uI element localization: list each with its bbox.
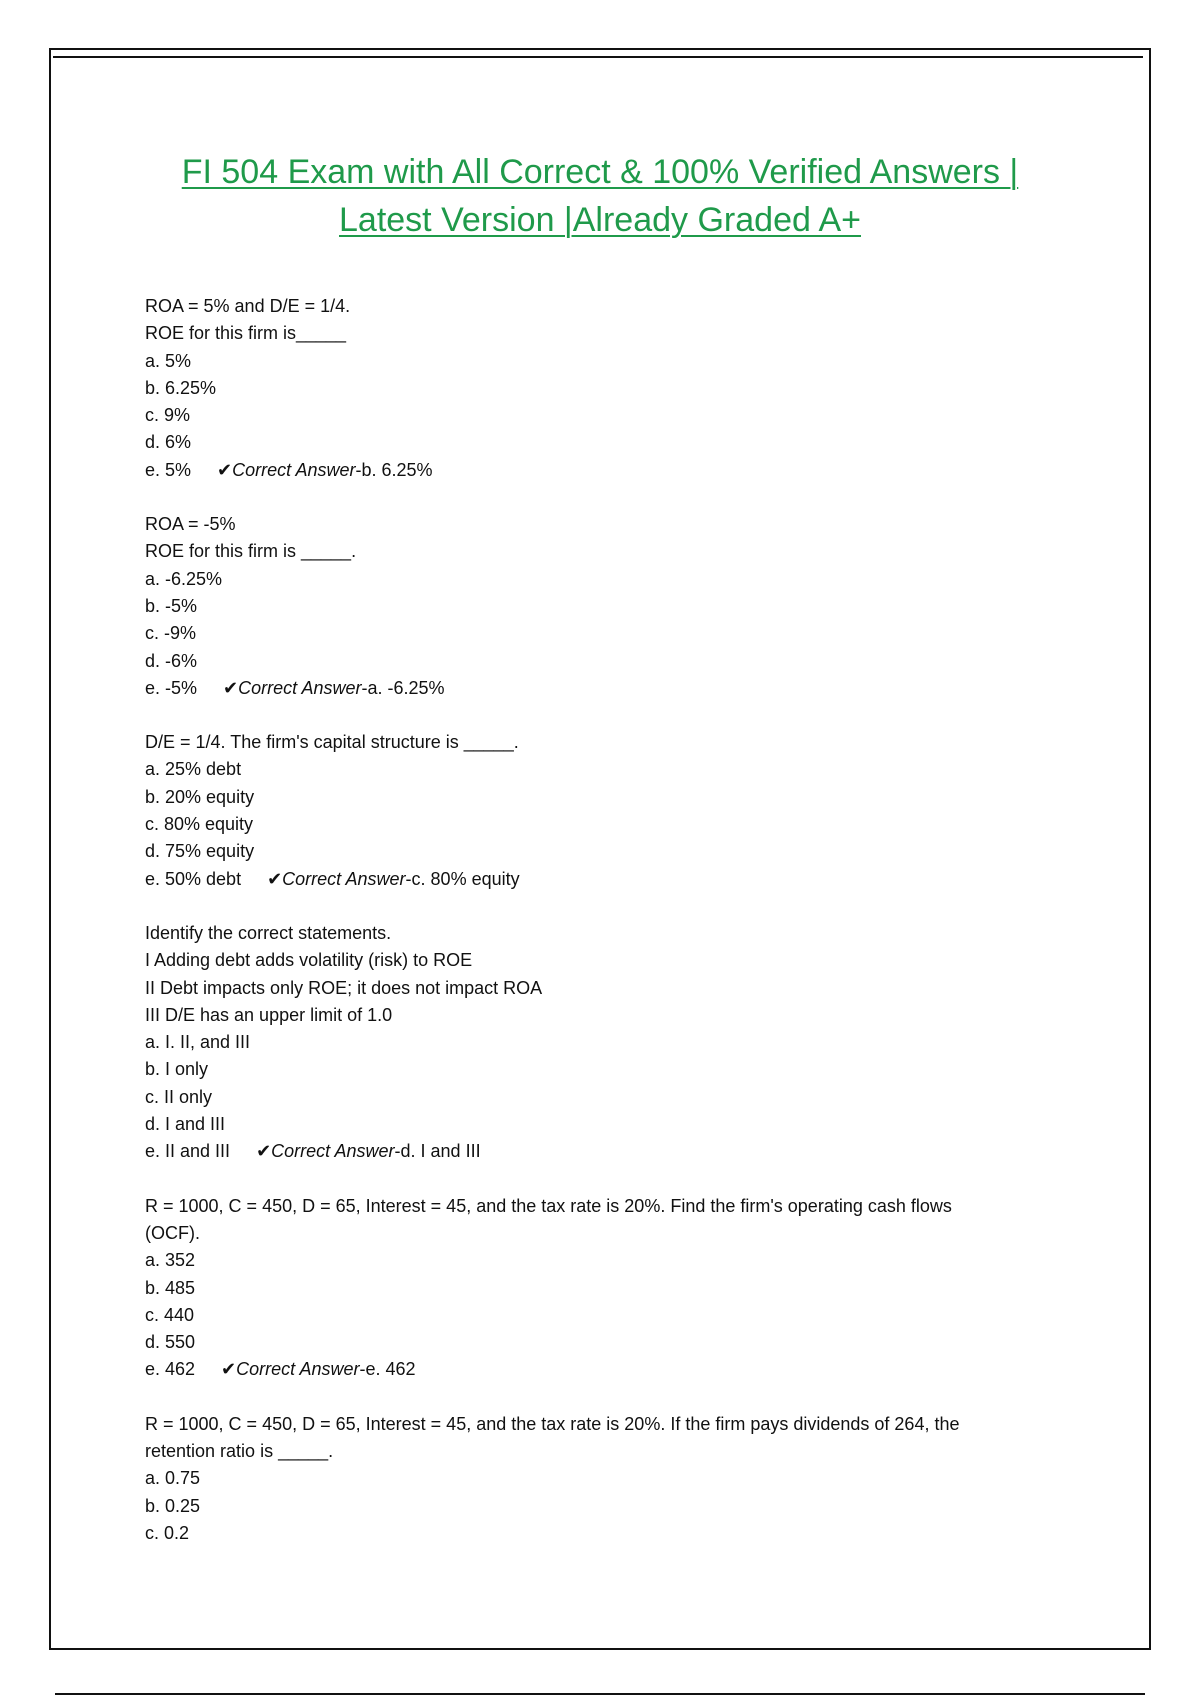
correct-answer-label: Correct Answer (232, 459, 356, 480)
title-line-1: FI 504 Exam with All Correct & 100% Verified Answers | (181, 153, 1019, 191)
answer-option (145, 675, 1065, 702)
answer-option (145, 1356, 1065, 1383)
answer-option-text: b. I only (145, 1059, 209, 1080)
question-prompt-line: Identify the correct statements. (145, 922, 392, 943)
question-block (145, 293, 1065, 484)
answer-option-text: d. 6% (145, 432, 192, 453)
question-block (145, 1193, 1065, 1384)
page-top-rule (53, 56, 1143, 58)
answer-option-text: a. I. II, and III (145, 1032, 251, 1053)
answer-option (145, 1111, 1065, 1138)
answer-option-text: b. 6.25% (145, 377, 217, 398)
question-list (145, 293, 1065, 1574)
answer-option-text: e. 5% (145, 459, 192, 480)
answer-option (145, 1247, 1065, 1274)
answer-option-text: c. 440 (145, 1304, 195, 1325)
answer-option (145, 1493, 1065, 1520)
answer-option-text: a. 352 (145, 1250, 196, 1271)
answer-option-text: d. I and III (145, 1114, 226, 1135)
answer-option-text: d. 550 (145, 1332, 196, 1353)
answer-option (145, 348, 1065, 375)
question-prompt-line: D/E = 1/4. The firm's capital structure is _____. (145, 732, 519, 753)
answer-option (145, 593, 1065, 620)
answer-option (145, 1465, 1065, 1492)
answer-option-text: a. -6.25% (145, 568, 223, 589)
checkmark-icon: ✔ (267, 868, 283, 889)
answer-option-text: e. -5% (145, 677, 198, 698)
correct-answer-value: -d. I and III (394, 1141, 481, 1162)
answer-option-text: b. 485 (145, 1277, 196, 1298)
answer-option-text: c. 80% equity (145, 814, 254, 835)
answer-option (145, 566, 1065, 593)
answer-option (145, 811, 1065, 838)
question-prompt-line: retention ratio is _____. (145, 1440, 334, 1461)
correct-answer-label: Correct Answer (238, 677, 362, 698)
answer-option (145, 457, 1065, 484)
answer-option (145, 429, 1065, 456)
answer-option-text: b. -5% (145, 595, 198, 616)
answer-option (145, 1275, 1065, 1302)
question-prompt-line: ROA = 5% and D/E = 1/4. (145, 296, 351, 316)
checkmark-icon: ✔ (217, 459, 233, 480)
question-prompt-line: ROA = -5% (145, 514, 236, 535)
answer-option (145, 1138, 1065, 1165)
answer-option-text: c. II only (145, 1086, 213, 1107)
answer-option (145, 1084, 1065, 1111)
question-prompt-line: ROE for this firm is _____. (145, 541, 357, 562)
question-prompt-line: (OCF). (145, 1222, 200, 1243)
answer-option (145, 1302, 1065, 1329)
question-prompt-line: III D/E has an upper limit of 1.0 (145, 1004, 393, 1025)
answer-option-text: a. 0.75 (145, 1468, 201, 1489)
answer-option (145, 1056, 1065, 1083)
answer-option (145, 1029, 1065, 1056)
question-prompt-line: ROE for this firm is_____ (145, 323, 347, 344)
answer-option (145, 648, 1065, 675)
question-prompt-line: R = 1000, C = 450, D = 65, Interest = 45, and the tax rate is 20%. If the firm pays dividends of 264, the (145, 1413, 960, 1434)
answer-option-text: d. -6% (145, 650, 198, 671)
question-block (145, 920, 1065, 1166)
checkmark-icon: ✔ (256, 1141, 272, 1162)
answer-option-text: d. 75% equity (145, 841, 255, 862)
answer-option-text: e. II and III (145, 1141, 231, 1162)
answer-option (145, 838, 1065, 865)
answer-option (145, 1520, 1065, 1547)
correct-answer-value: -c. 80% equity (405, 868, 520, 889)
answer-option-text: a. 25% debt (145, 759, 242, 780)
answer-option (145, 402, 1065, 429)
correct-answer-value: -b. 6.25% (355, 459, 433, 480)
answer-option (145, 1329, 1065, 1356)
answer-option-text: c. -9% (145, 623, 197, 644)
document-title (140, 148, 1060, 244)
checkmark-icon: ✔ (223, 677, 239, 698)
answer-option-text: c. 9% (145, 405, 191, 426)
answer-option-text: b. 0.25 (145, 1495, 201, 1516)
page-bottom-rule (55, 1693, 1145, 1695)
answer-option-text: e. 462 (145, 1359, 196, 1380)
question-prompt-line: R = 1000, C = 450, D = 65, Interest = 45, and the tax rate is 20%. Find the firm's operating cash flows (145, 1195, 952, 1216)
correct-answer-value: -e. 462 (359, 1359, 416, 1380)
answer-option (145, 866, 1065, 893)
answer-option-text: a. 5% (145, 350, 192, 371)
question-prompt-line: II Debt impacts only ROE; it does not impact ROA (145, 977, 543, 998)
correct-answer-value: -a. -6.25% (361, 677, 445, 698)
title-line-2: Latest Version |Already Graded A+ (339, 201, 861, 239)
question-prompt-line: I Adding debt adds volatility (risk) to ROE (145, 950, 473, 971)
answer-option-text: e. 50% debt (145, 868, 242, 889)
answer-option (145, 375, 1065, 402)
correct-answer-label: Correct Answer (282, 868, 406, 889)
answer-option-text: b. 20% equity (145, 786, 255, 807)
answer-option-text: c. 0.2 (145, 1522, 190, 1543)
question-block (145, 729, 1065, 893)
answer-option (145, 756, 1065, 783)
answer-option (145, 620, 1065, 647)
correct-answer-label: Correct Answer (271, 1141, 395, 1162)
question-block (145, 511, 1065, 702)
answer-option (145, 784, 1065, 811)
checkmark-icon: ✔ (221, 1359, 237, 1380)
question-block (145, 1411, 1065, 1547)
correct-answer-label: Correct Answer (236, 1359, 360, 1380)
